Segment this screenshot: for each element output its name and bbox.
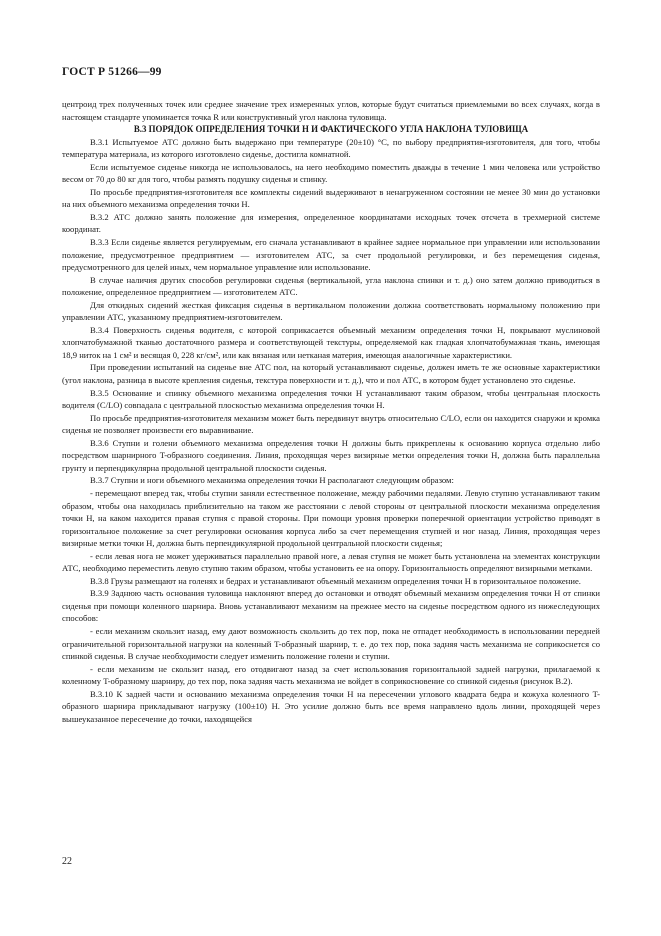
- page-number: 22: [62, 856, 72, 867]
- paragraph: В.3.1 Испытуемое АТС должно быть выдержано при температуре (20±10) °С, по выбору предприятия-изготовителя, для того, чтобы температура материала, из которого изготовлено сиденье, достигла комнатной.: [62, 136, 600, 160]
- paragraph: При проведении испытаний на сиденье вне АТС пол, на который устанавливают сиденье, должен иметь те же основные характеристики (угол наклона, разница в высоте крепления сиденья, текстура поверхности и т. д.), что и пол АТС, в котором будет установлено это сиденье.: [62, 362, 600, 386]
- paragraph: Для откидных сидений жесткая фиксация сиденья в вертикальном положении должна соответствовать нормальному положению при управлении АТС, указанному предприятием-изготовителем.: [62, 299, 600, 323]
- paragraph: - перемещают вперед так, чтобы ступни заняли естественное положение, между рабочими педалями. Левую ступню устанавливают таким образом, чтобы она находилась приблизительно на таком же расстоянии с левой стороны от центральной плоскости механизма определения точки H, на каком находится правая ступня с правой стороны. При помощи уровня проверки поперечной ориентации устройство приводят в горизонтальное положение за счет регулировки основания корпуса либо за счет перемещения ступней и ног назад. Линия, проходящая через визирные метки точки H, должна быть перпендикулярной продольной центральной плоскости сиденья;: [62, 487, 600, 549]
- paragraph: В.3.4 Поверхность сиденья водителя, с которой соприкасается объемный механизм определения точки H, покрывают муслиновой хлопчатобумажной тканью достаточного размера и соответствующей текстуры, определяемой как гладкая хлопчатобумажная ткань, имеющая 18,9 ниток на 1 см² и весящая 0, 228 кг/см², или как вязаная или нетканая материя, имеющая аналогичные характеристики.: [62, 324, 600, 360]
- paragraph: По просьбе предприятия-изготовителя все комплекты сидений выдерживают в ненагруженном состоянии не менее 30 мин до установки на них объемного механизма определения точки H.: [62, 186, 600, 210]
- paragraph: В.3.7 Ступни и ноги объемного механизма определения точки H располагают следующим образом:: [90, 475, 454, 486]
- section-heading: В.3 ПОРЯДОК ОПРЕДЕЛЕНИЯ ТОЧКИ H И ФАКТИЧЕСКОГО УГЛА НАКЛОНА ТУЛОВИЩА: [133, 124, 529, 135]
- paragraph: - если механизм скользит назад, ему дают возможность скользить до тех пор, пока не отпадет необходимость в использовании передней ограничительной горизонтальной нагрузки на коленный T-образный шарнир, т. е. до тех пор, пока задняя часть механизма не соприкоснется со спинкой сиденья. В случае необходимости следует изменить положение голени и ступни.: [62, 625, 600, 662]
- paragraph: В.3.5 Основание и спинку объемного механизма определения точки H устанавливают таким образом, чтобы центральная плоскость водителя (C/LO) совпадала с центральной плоскостью механизма определения точки H.: [62, 387, 600, 411]
- paragraph: В.3.3 Если сиденье является регулируемым, его сначала устанавливают в крайнее заднее нормальное при управлении или использовании положение, предусмотренное предприятием — изготовителем АТС, за счет продольной регулировки, и без перемещения сиденья, предусмотренного для целей иных, чем нормальное управление или использование.: [62, 237, 600, 273]
- paragraph: В.3.8 Грузы размещают на голенях и бедрах и устанавливают объемный механизм определения точки H в горизонтальное положение.: [90, 575, 581, 586]
- paragraph: В случае наличия других способов регулировки сиденья (вертикальной, угла наклона спинки и т. д.) оно затем должно приводиться в положение, определенное предприятием — изготовителем АТС.: [62, 274, 600, 298]
- paragraph: Если испытуемое сиденье никогда не использовалось, на него необходимо поместить дважды в течение 1 мин человека или устройство весом от 70 до 80 кг для того, чтобы размять подушку сиденья и спинку.: [62, 161, 600, 185]
- paragraph: В.3.10 К задней части и основанию механизма определения точки H на пересечении углового квадрата бедра и кожуха коленного T-образного шарнира прикладывают нагрузку (100±10) Н. Это усилие должно быть все время направлено вдоль линии, проходящей через вышеуказанное пересечение до точки, находящейся: [62, 688, 600, 724]
- paragraph: - если механизм не скользит назад, его отодвигают назад за счет использования горизонтальной задней нагрузки, прилагаемой к коленному T-образному шарниру, до тех пор, пока задняя часть механизма не войдет в соприкосновение со спинкой сиденья (рисунок В.2).: [62, 663, 600, 687]
- paragraph: - если левая нога не может удерживаться параллельно правой ноге, а левая ступня не может быть установлена на элементах конструкции АТС, необходимо переместить левую ступню таким образом, чтобы установить ее на опору. Горизонтальность определяют визирными метками.: [62, 550, 600, 574]
- document-body: [62, 98, 600, 725]
- paragraph: В.3.6 Ступни и голени объемного механизма определения точки H должны быть прикреплены к основанию корпуса отдельно либо посредством шарнирного T-образного соединения. Линия, проходящая через визирные метки определения точки H, должна быть параллельна грунту и перпендикулярна продольной центральной плоскости сиденья.: [62, 437, 600, 473]
- document-header: ГОСТ Р 51266—99: [62, 66, 162, 78]
- paragraph: В.3.2 АТС должно занять положение для измерения, определенное координатами исходных точек отсчета в трехмерной системе координат.: [62, 211, 600, 235]
- paragraph: В.3.9 Заднюю часть основания туловища наклоняют вперед до остановки и отводят объемный механизм определения точки H от спинки сиденья при помощи коленного шарнира. Вновь устанавливают механизм на прежнее место на сиденье посредством одного из нижеследующих способов:: [62, 588, 600, 624]
- paragraph: центроид трех полученных точек или среднее значение трех измеренных углов, которые будут считаться приемлемыми во всех случаях, когда в настоящем стандарте упоминается точка R или конструктивный угол наклона туловища.: [62, 99, 600, 122]
- paragraph: По просьбе предприятия-изготовителя механизм может быть передвинут внутрь относительно C/LO, если он находится снаружи и кромка сиденья не позволяет произвести его выравнивание.: [62, 412, 600, 436]
